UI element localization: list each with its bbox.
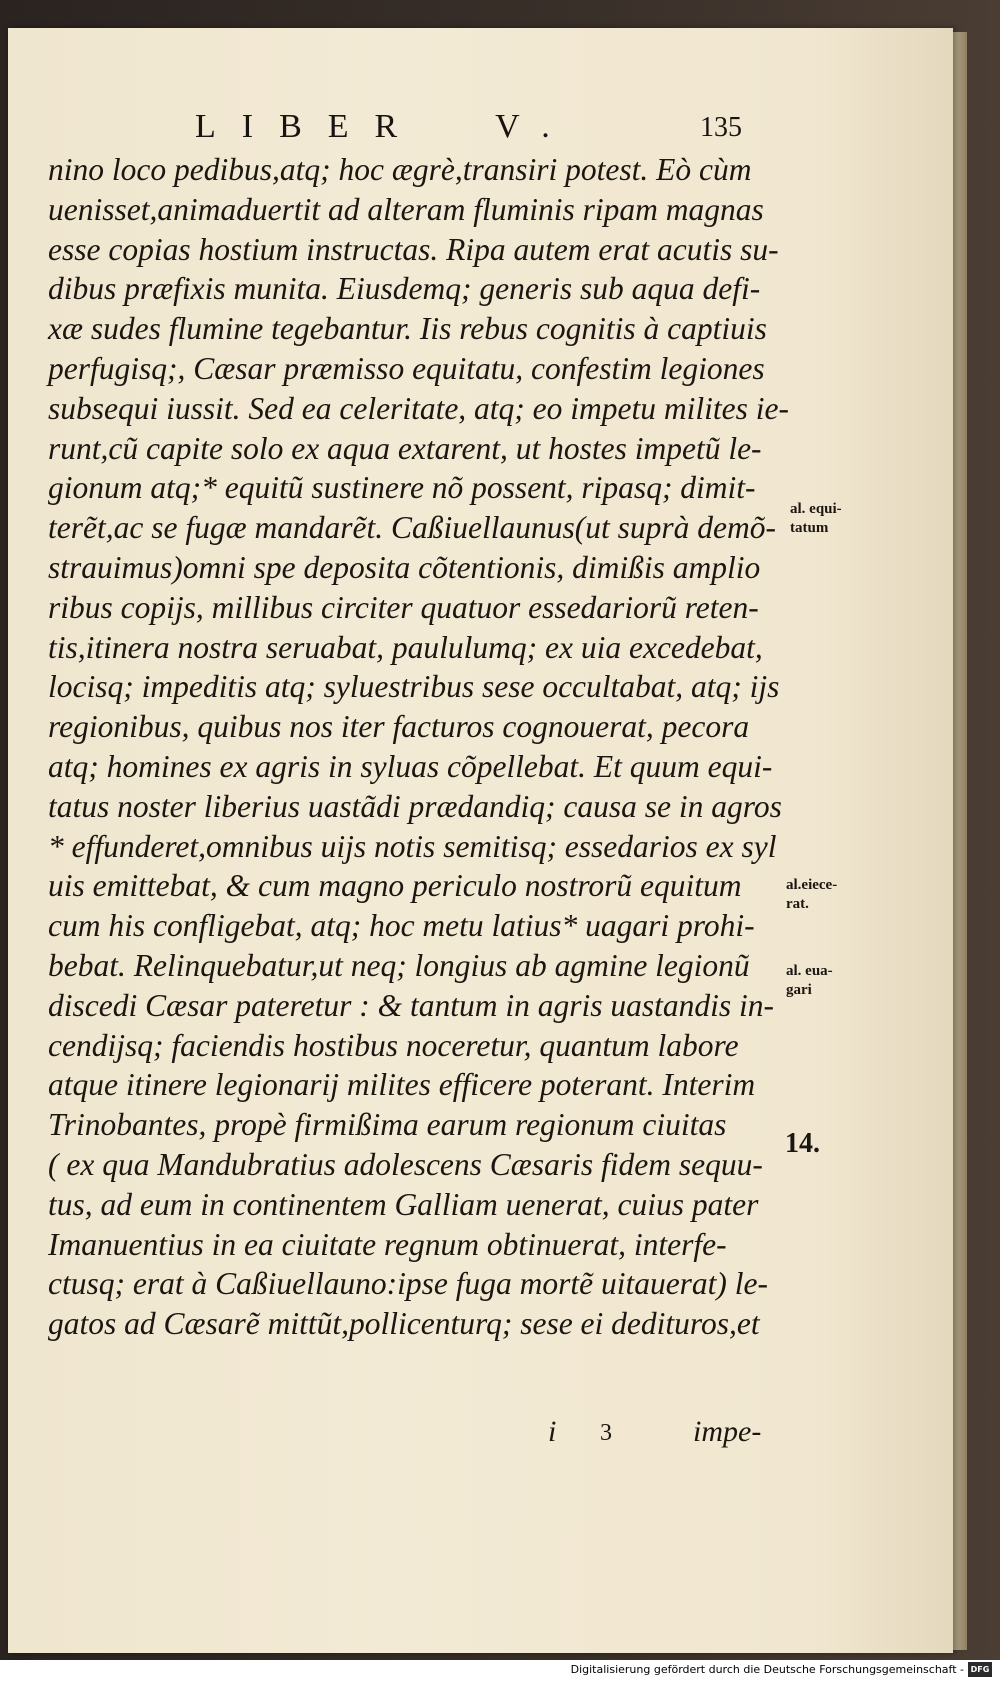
text-line: atque itinere legionarij milites efficere poterant. Interim: [48, 1067, 756, 1103]
footer-bar: [0, 1660, 1000, 1681]
text-line: perfugisq;, Cæsar præmisso equitatu, confestim legiones: [48, 350, 765, 386]
margin-note-line: al.eiece-: [786, 877, 838, 893]
text-line: tatus noster liberius uastãdi prædandiq; causa se in agros: [48, 788, 782, 824]
page-edge: [953, 32, 967, 1650]
text-line: strauimus)omni spe deposita cõtentionis, dimißis amplio: [48, 549, 761, 585]
text-line: ctusq; erat à Caßiuellauno:ipse fuga mortẽ uitauerat) le-: [48, 1266, 769, 1302]
section-number: 14.: [785, 1128, 820, 1159]
text-line: dibus præfixis munita. Eiusdemq; generis sub aqua defi-: [48, 271, 761, 307]
text-line: cendijsq; faciendis hostibus noceretur, quantum labore: [48, 1027, 739, 1063]
margin-note-line: al. equi-: [790, 501, 842, 517]
text-line: gionum atq;* equitũ sustinere nõ possent, ripasq; dimit-: [48, 470, 756, 506]
text-line: * effunderet,omnibus uijs notis semitisq; essedarios ex syl: [48, 828, 777, 864]
catchword: impe-: [693, 1415, 762, 1448]
margin-note-line: gari: [786, 982, 812, 998]
running-title: LIBER V.: [195, 108, 576, 145]
margin-note-line: al. eua-: [786, 963, 833, 979]
text-line: Imanuentius in ea ciuitate regnum obtinuerat, interfe-: [48, 1226, 727, 1262]
text-line: tus, ad eum in continentem Galliam uenerat, cuius pater: [48, 1186, 759, 1222]
text-line: ribus copijs, millibus circiter quatuor essedariorũ reten-: [48, 589, 759, 625]
text-line: discedi Cæsar pateretur : & tantum in agris uastandis in-: [48, 987, 774, 1023]
text-line: nino loco pedibus,atq; hoc ægrè,transiri potest. Eò cùm: [48, 152, 752, 187]
text-line: terẽt,ac se fugæ mandarẽt. Caßiuellaunus(ut suprà demõ-: [48, 510, 776, 546]
text-line: Trinobantes, propè firmißima earum regionum ciuitas: [48, 1107, 727, 1143]
body-text: [48, 150, 788, 1344]
margin-note: [786, 876, 837, 914]
funding-credit: Digitalisierung gefördert durch die Deutsche Forschungsgemeinschaft -: [570, 1663, 964, 1676]
signature-number: 3: [600, 1420, 612, 1446]
text-line: tis,itinera nostra seruabat, paululumq; ex uia excedebat,: [48, 629, 763, 665]
margin-note-line: rat.: [786, 896, 809, 912]
signature-mark: i: [548, 1415, 557, 1448]
text-line: atq; homines ex agris in syluas cõpellebat. Et quum equi-: [48, 748, 773, 784]
margin-note-line: tatum: [790, 520, 829, 536]
text-line: uenisset,animaduertit ad alteram fluminis ripam magnas: [48, 191, 764, 227]
text-line: bebat. Relinquebatur,ut neq; longius ab agmine legionũ: [48, 947, 750, 983]
text-line: subsequi iussit. Sed ea celeritate, atq; eo impetu milites ie-: [48, 390, 789, 426]
text-line: runt,cũ capite solo ex aqua extarent, ut hostes impetũ le-: [48, 430, 762, 466]
dfg-logo: DFG: [968, 1662, 992, 1677]
text-line: ( ex qua Mandubratius adolescens Cæsaris fidem sequu-: [48, 1146, 763, 1182]
text-line: gatos ad Cæsarẽ mittũt,pollicenturq; sese ei dedituros,et: [48, 1306, 760, 1342]
text-line: esse copias hostium instructas. Ripa autem erat acutis su-: [48, 231, 779, 267]
text-line: cum his confligebat, atq; hoc metu latius* uagari prohi-: [48, 908, 755, 944]
text-line: uis emittebat, & cum magno periculo nostrorũ equitum: [48, 868, 742, 904]
folio-number: 135: [700, 112, 742, 143]
text-line: regionibus, quibus nos iter facturos cognouerat, pecora: [48, 709, 750, 745]
text-line: locisq; impeditis atq; syluestribus sese occultabat, atq; ijs: [48, 669, 780, 705]
text-line: xæ sudes flumine tegebantur. Iis rebus cognitis à captiuis: [48, 311, 767, 347]
margin-note: [786, 962, 833, 1000]
margin-note: [790, 500, 842, 538]
